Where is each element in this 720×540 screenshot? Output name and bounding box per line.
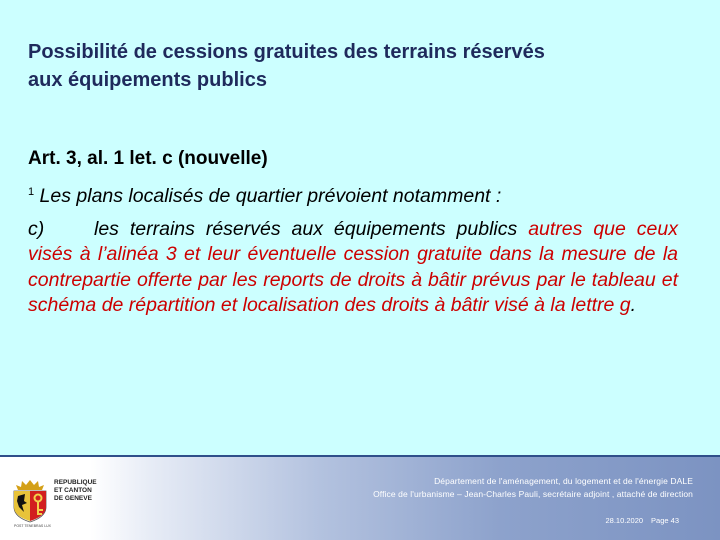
logo-line-2: ET CANTON [54, 487, 92, 494]
footer-date: 28.10.2020 [605, 516, 644, 525]
office-line: Office de l'urbanisme – Jean-Charles Pauli, secrétaire adjoint , attaché de direction [373, 489, 693, 499]
footer-date-page [598, 516, 680, 525]
paragraph-number: 1 [28, 186, 35, 198]
paragraph-c-highlight: autres que ceux visés à l’alinéa 3 et leur éventuelle cession gratuite dans la mesure de la contrepartie offerte par les reports de droits à bâtir prévus par le tableau et schéma de répartition et localisation des droits à bâtir visé à la lettre g [28, 217, 678, 316]
paragraph-c-text: les terrains réservés aux équipements publics [94, 217, 529, 240]
geneva-coat-of-arms-icon [10, 479, 50, 523]
letter-c-label: c) [28, 217, 45, 240]
paragraph-1 [28, 180, 678, 210]
geneva-logo [6, 473, 97, 528]
footer-bar [0, 455, 720, 540]
title-line-2: aux équipements publics [28, 69, 267, 91]
article-body [28, 180, 678, 319]
footer-page-number: Page 43 [651, 516, 679, 525]
footer-department [373, 475, 693, 501]
paragraph-1-text: Les plans localisés de quartier prévoient notamment : [34, 185, 502, 207]
logo-line-1: REPUBLIQUE [54, 479, 97, 486]
article-heading: Art. 3, al. 1 let. c (nouvelle) [28, 148, 268, 169]
paragraph-c [28, 217, 678, 319]
paragraph-c-end: . [630, 294, 637, 316]
logo-motto: POST TENEBRAS LUX [14, 524, 52, 528]
slide-title [28, 38, 688, 94]
department-line: Département de l'aménagement, du logement et de l'énergie DALE [434, 476, 693, 486]
logo-line-3: DE GENEVE [54, 495, 92, 502]
title-line-1: Possibilité de cessions gratuites des terrains réservés [28, 41, 545, 63]
footer-divider [0, 455, 720, 457]
logo-text [54, 479, 97, 503]
